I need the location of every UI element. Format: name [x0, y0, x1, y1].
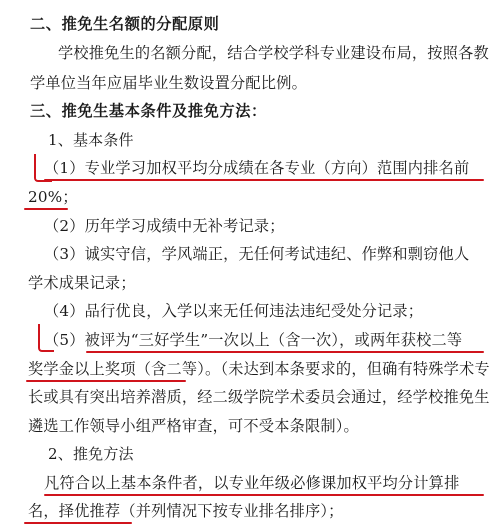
paragraph-line: 学单位当年应届毕业生数设置分配比例。 — [30, 74, 307, 92]
method-line: 凡符合以上基本条件者，以专业年级必修课加权平均分计算排 — [44, 474, 460, 492]
red-underline — [86, 351, 484, 353]
condition-2-line: （2）历年学习成绩中无补考记录； — [44, 217, 285, 235]
condition-5-line: 长或具有突出培养潜质，经二级学院学术委员会通过，经学校推免生 — [28, 388, 490, 406]
section-heading-2: 二、推免生名额的分配原则 — [30, 15, 220, 33]
subsection-heading-method: 2、推免方法 — [48, 445, 134, 463]
condition-3-line: 学术成果记录； — [28, 274, 136, 292]
subsection-heading-basic-conditions: 1、基本条件 — [48, 131, 134, 149]
condition-5-line: 奖学金以上奖项（含二等）。（未达到本条要求的，但确有特殊学术专 — [28, 360, 490, 378]
method-line: 名，择优推荐（并列情况下按专业排名排序）； — [28, 502, 344, 520]
red-bracket-mark — [38, 324, 54, 352]
condition-5-line: （5）被评为“三好学生”一次以上（含一次），或两年获校二等 — [44, 331, 463, 349]
paragraph-line: 学校推免生的名额分配，结合学校学科专业建设布局，按照各教 — [58, 44, 489, 62]
condition-4-line: （4）品行优良，入学以来无任何违法违纪受处分记录； — [44, 302, 424, 320]
condition-1-line: （1）专业学习加权平均分成绩在各专业（方向）范围内排名前 — [44, 159, 470, 177]
red-underline — [24, 522, 132, 524]
condition-3-line: （3）诚实守信，学风端正，无任何考试违纪、作弊和剽窃他人 — [44, 245, 470, 263]
red-underline — [26, 380, 186, 382]
red-bracket-mark — [34, 154, 52, 182]
red-underline — [24, 208, 68, 210]
red-underline — [44, 494, 484, 496]
section-heading-3: 三、推免生基本条件及推免方法： — [30, 102, 267, 120]
red-underline — [44, 179, 484, 181]
condition-1-line: 20%； — [28, 188, 78, 206]
condition-5-line: 遴选工作领导小组严格审查，可不受本条限制）。 — [28, 417, 359, 435]
